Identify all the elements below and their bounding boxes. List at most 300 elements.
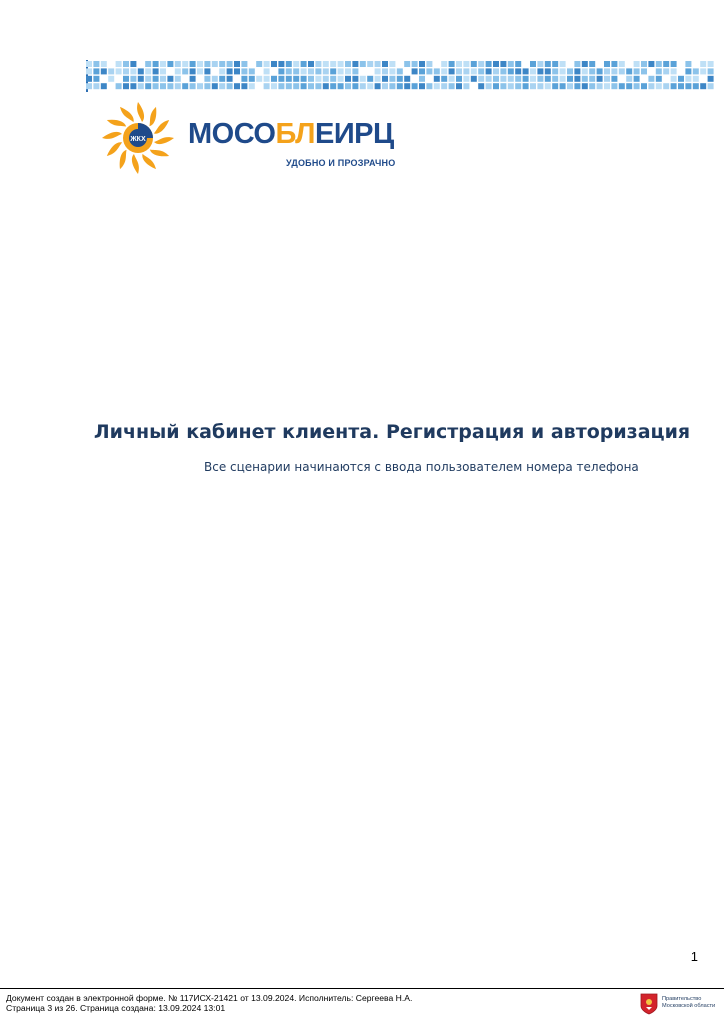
band-tile — [227, 83, 233, 89]
band-tile — [375, 61, 381, 67]
band-tile — [582, 83, 588, 89]
band-tile — [634, 68, 640, 74]
band-tile — [315, 61, 321, 67]
band-tile — [204, 61, 210, 67]
band-tile — [574, 83, 580, 89]
band-tile — [426, 68, 432, 74]
band-tile — [182, 61, 188, 67]
band-tile — [515, 83, 521, 89]
band-tile — [286, 83, 292, 89]
band-tile — [338, 68, 344, 74]
band-tile — [530, 68, 536, 74]
band-tile — [160, 83, 166, 89]
band-tile — [523, 68, 529, 74]
band-tile — [604, 76, 610, 82]
band-tile — [412, 83, 418, 89]
band-tile — [219, 83, 225, 89]
band-tile — [426, 61, 432, 67]
band-tile — [352, 76, 358, 82]
band-tile — [530, 83, 536, 89]
band-tile — [493, 76, 499, 82]
band-tile — [367, 76, 373, 82]
band-tile — [182, 68, 188, 74]
band-tile — [397, 76, 403, 82]
band-tile — [286, 61, 292, 67]
band-tile — [212, 83, 218, 89]
band-tile — [545, 76, 551, 82]
band-tile — [671, 68, 677, 74]
band-tile — [404, 61, 410, 67]
header-pattern-band — [86, 60, 718, 90]
band-tile — [86, 76, 92, 82]
footer-divider — [0, 988, 724, 989]
band-tile — [500, 83, 506, 89]
band-tile — [456, 61, 462, 67]
band-tile — [552, 68, 558, 74]
band-tile — [249, 83, 255, 89]
band-tile — [449, 76, 455, 82]
band-tile — [345, 83, 351, 89]
band-tile — [582, 61, 588, 67]
coat-of-arms-icon — [640, 993, 658, 1015]
band-tile — [493, 68, 499, 74]
band-tile — [204, 76, 210, 82]
band-tile — [708, 83, 714, 89]
band-tile — [278, 68, 284, 74]
band-tile — [634, 61, 640, 67]
band-tile — [663, 61, 669, 67]
band-tile — [227, 68, 233, 74]
band-tile — [86, 61, 92, 67]
footer-line-2: Страница 3 из 26. Страница создана: 13.09.2024 13:01 — [6, 1003, 226, 1013]
band-tile — [567, 68, 573, 74]
band-tile — [574, 68, 580, 74]
band-tile — [249, 68, 255, 74]
band-tile — [574, 61, 580, 67]
band-tile — [641, 61, 647, 67]
band-tile — [323, 61, 329, 67]
band-tile — [301, 68, 307, 74]
band-tile — [197, 68, 203, 74]
band-tile — [197, 61, 203, 67]
band-tile — [478, 68, 484, 74]
document-subtitle: Все сценарии начинаются с ввода пользователем номера телефона — [204, 460, 639, 474]
band-tile — [271, 76, 277, 82]
band-tile — [323, 76, 329, 82]
band-tile — [123, 76, 129, 82]
band-tile — [234, 83, 240, 89]
band-tile — [153, 83, 159, 89]
band-tile — [663, 68, 669, 74]
band-tile — [160, 61, 166, 67]
band-tile — [493, 83, 499, 89]
band-tile — [634, 76, 640, 82]
band-tile — [589, 76, 595, 82]
band-tile — [345, 61, 351, 67]
band-tile — [441, 68, 447, 74]
band-tile — [175, 83, 181, 89]
band-tile — [86, 68, 92, 74]
band-tile — [93, 61, 99, 67]
band-tile — [560, 76, 566, 82]
band-tile — [315, 68, 321, 74]
band-tile — [264, 83, 270, 89]
band-tile — [552, 61, 558, 67]
band-tile — [493, 61, 499, 67]
band-tile — [130, 61, 136, 67]
band-tile — [101, 83, 107, 89]
band-tile — [419, 76, 425, 82]
band-tile — [338, 76, 344, 82]
band-tile — [397, 68, 403, 74]
band-tile — [611, 61, 617, 67]
band-tile — [93, 83, 99, 89]
band-tile — [552, 83, 558, 89]
band-tile — [537, 83, 543, 89]
band-tile — [93, 76, 99, 82]
band-tile — [382, 68, 388, 74]
band-tile — [419, 68, 425, 74]
band-tile — [190, 61, 196, 67]
band-tile — [190, 83, 196, 89]
band-tile — [693, 68, 699, 74]
page-number: 1 — [690, 949, 698, 964]
band-tile — [545, 83, 551, 89]
band-tile — [441, 83, 447, 89]
band-tile — [456, 68, 462, 74]
band-tile — [153, 68, 159, 74]
band-tile — [449, 61, 455, 67]
band-tile — [708, 68, 714, 74]
document-title: Личный кабинет клиента. Регистрация и авторизация — [93, 421, 691, 443]
band-tile — [330, 61, 336, 67]
band-tile — [693, 76, 699, 82]
band-tile — [671, 76, 677, 82]
band-tile — [175, 68, 181, 74]
band-tile — [160, 76, 166, 82]
band-tile — [508, 61, 514, 67]
band-tile — [360, 83, 366, 89]
band-tile — [404, 83, 410, 89]
band-tile — [471, 68, 477, 74]
band-tile — [404, 76, 410, 82]
band-tile — [626, 68, 632, 74]
band-tile — [419, 83, 425, 89]
band-tile — [508, 76, 514, 82]
band-tile — [500, 68, 506, 74]
band-tile — [397, 83, 403, 89]
band-tile — [308, 68, 314, 74]
band-tile — [389, 76, 395, 82]
band-tile — [123, 61, 129, 67]
band-tile — [375, 83, 381, 89]
band-tile — [212, 61, 218, 67]
band-tile — [693, 83, 699, 89]
band-tile — [656, 76, 662, 82]
band-tile — [130, 68, 136, 74]
band-tile — [197, 83, 203, 89]
government-label — [662, 996, 715, 1010]
band-tile — [560, 68, 566, 74]
gov-label-line-1: Правительство — [662, 996, 702, 1002]
band-tile — [375, 68, 381, 74]
band-tile — [212, 76, 218, 82]
band-tile — [700, 68, 706, 74]
band-tile — [264, 76, 270, 82]
band-tile — [219, 61, 225, 67]
band-tile — [389, 68, 395, 74]
band-tile — [175, 76, 181, 82]
band-tile — [190, 68, 196, 74]
band-tile — [604, 68, 610, 74]
band-tile — [597, 68, 603, 74]
band-tile — [264, 61, 270, 67]
band-tile — [227, 76, 233, 82]
band-tile — [382, 76, 388, 82]
band-tile — [315, 83, 321, 89]
band-tile — [523, 83, 529, 89]
band-tile — [86, 83, 92, 89]
band-tile — [93, 68, 99, 74]
band-tile — [145, 76, 151, 82]
band-tile — [116, 61, 122, 67]
band-tile — [478, 61, 484, 67]
band-tile — [182, 83, 188, 89]
band-tile — [641, 68, 647, 74]
government-logo — [640, 992, 722, 1018]
band-tile — [567, 76, 573, 82]
band-tile — [685, 83, 691, 89]
band-tile — [145, 83, 151, 89]
band-tile — [278, 76, 284, 82]
band-tile — [486, 68, 492, 74]
band-tile — [545, 68, 551, 74]
band-tile — [708, 76, 714, 82]
band-tile — [656, 61, 662, 67]
band-tile — [678, 83, 684, 89]
band-tile — [671, 83, 677, 89]
band-tile — [589, 68, 595, 74]
band-tile — [626, 76, 632, 82]
band-tile — [123, 83, 129, 89]
band-tile — [130, 83, 136, 89]
sun-emblem-icon — [100, 100, 180, 180]
band-tile — [589, 83, 595, 89]
band-tile — [426, 83, 432, 89]
band-tile — [204, 68, 210, 74]
band-tile — [486, 83, 492, 89]
band-tile — [301, 76, 307, 82]
band-tile — [367, 61, 373, 67]
band-tile — [441, 76, 447, 82]
band-tile — [648, 61, 654, 67]
band-tile — [330, 68, 336, 74]
band-tile — [360, 76, 366, 82]
band-tile — [241, 83, 247, 89]
band-tile — [530, 61, 536, 67]
band-tile — [308, 61, 314, 67]
band-tile — [456, 76, 462, 82]
band-tile — [382, 61, 388, 67]
band-tile — [204, 83, 210, 89]
band-tile — [634, 83, 640, 89]
band-tile — [175, 61, 181, 67]
band-tile — [471, 76, 477, 82]
band-tile — [101, 68, 107, 74]
band-tile — [671, 61, 677, 67]
band-tile — [611, 83, 617, 89]
band-tile — [241, 61, 247, 67]
band-tile — [582, 68, 588, 74]
band-tile — [241, 76, 247, 82]
band-tile — [648, 83, 654, 89]
band-tile — [523, 76, 529, 82]
band-tile — [256, 61, 262, 67]
band-tile — [656, 83, 662, 89]
band-tile — [560, 61, 566, 67]
band-tile — [108, 76, 114, 82]
band-tile — [626, 83, 632, 89]
band-tile — [227, 61, 233, 67]
band-tile — [508, 83, 514, 89]
band-tile — [301, 61, 307, 67]
band-tile — [604, 61, 610, 67]
band-tile — [663, 83, 669, 89]
band-tile — [138, 83, 144, 89]
band-tile — [153, 76, 159, 82]
band-tile — [323, 83, 329, 89]
band-tile — [167, 76, 173, 82]
band-tile — [530, 76, 536, 82]
band-tile — [271, 61, 277, 67]
band-tile — [219, 76, 225, 82]
band-tile — [486, 76, 492, 82]
footer-document-info — [6, 993, 412, 1013]
band-tile — [597, 76, 603, 82]
band-tile — [219, 68, 225, 74]
band-tile — [685, 61, 691, 67]
band-tile — [463, 68, 469, 74]
band-tile — [449, 83, 455, 89]
band-tile — [278, 83, 284, 89]
band-tile — [604, 83, 610, 89]
band-tile — [389, 61, 395, 67]
band-tile — [656, 68, 662, 74]
band-tile — [116, 68, 122, 74]
band-tile — [678, 76, 684, 82]
brand-part-obl: БЛ — [275, 118, 315, 150]
band-tile — [685, 76, 691, 82]
band-tile — [700, 83, 706, 89]
band-tile — [153, 61, 159, 67]
band-tile — [700, 61, 706, 67]
band-tile — [471, 61, 477, 67]
band-tile — [434, 68, 440, 74]
band-tile — [685, 68, 691, 74]
band-tile — [293, 83, 299, 89]
band-tile — [241, 68, 247, 74]
band-tile — [249, 76, 255, 82]
band-tile — [264, 68, 270, 74]
band-tile — [641, 83, 647, 89]
band-tile — [167, 61, 173, 67]
band-tile — [412, 68, 418, 74]
band-tile — [234, 61, 240, 67]
band-tile — [456, 83, 462, 89]
band-tile — [515, 61, 521, 67]
band-tile — [515, 68, 521, 74]
band-tile — [330, 76, 336, 82]
band-tile — [138, 76, 144, 82]
band-tile — [449, 68, 455, 74]
brand-tagline: УДОБНО И ПРОЗРАЧНО — [286, 158, 396, 168]
band-tile — [315, 76, 321, 82]
band-tile — [101, 61, 107, 67]
band-tile — [412, 61, 418, 67]
band-tile — [375, 76, 381, 82]
gov-label-line-2: Московской области — [662, 1003, 716, 1009]
band-tile — [589, 61, 595, 67]
band-tile — [286, 68, 292, 74]
mosobleirc-logo — [100, 100, 420, 180]
band-tile — [419, 61, 425, 67]
band-tile — [515, 76, 521, 82]
band-tile — [463, 61, 469, 67]
brand-name — [188, 120, 394, 149]
brand-part-mos: МОСО — [188, 118, 276, 150]
band-tile — [167, 83, 173, 89]
band-tile — [537, 61, 543, 67]
band-tile — [597, 83, 603, 89]
band-tile — [323, 68, 329, 74]
band-tile — [500, 76, 506, 82]
band-tile — [301, 83, 307, 89]
band-tile — [160, 68, 166, 74]
band-tile — [611, 76, 617, 82]
band-tile — [330, 83, 336, 89]
band-tile — [293, 76, 299, 82]
emblem-label: ЖКХ — [130, 136, 146, 143]
band-tile — [560, 83, 566, 89]
band-tile — [434, 76, 440, 82]
band-tile — [434, 83, 440, 89]
band-tile — [352, 68, 358, 74]
band-tile — [138, 68, 144, 74]
band-tile — [345, 68, 351, 74]
band-tile — [708, 61, 714, 67]
band-tile — [567, 83, 573, 89]
band-tile — [145, 68, 151, 74]
band-tile — [619, 61, 625, 67]
band-tile — [508, 68, 514, 74]
band-tile — [145, 61, 151, 67]
band-tile — [352, 61, 358, 67]
band-tile — [611, 68, 617, 74]
band-tile — [619, 83, 625, 89]
band-tile — [552, 76, 558, 82]
band-tile — [619, 68, 625, 74]
band-tile — [382, 83, 388, 89]
band-tile — [308, 83, 314, 89]
band-tile — [123, 68, 129, 74]
band-tile — [545, 61, 551, 67]
band-tile — [478, 83, 484, 89]
band-tile — [338, 61, 344, 67]
band-tile — [463, 83, 469, 89]
band-tile — [293, 68, 299, 74]
band-tile — [478, 76, 484, 82]
band-tile — [389, 83, 395, 89]
